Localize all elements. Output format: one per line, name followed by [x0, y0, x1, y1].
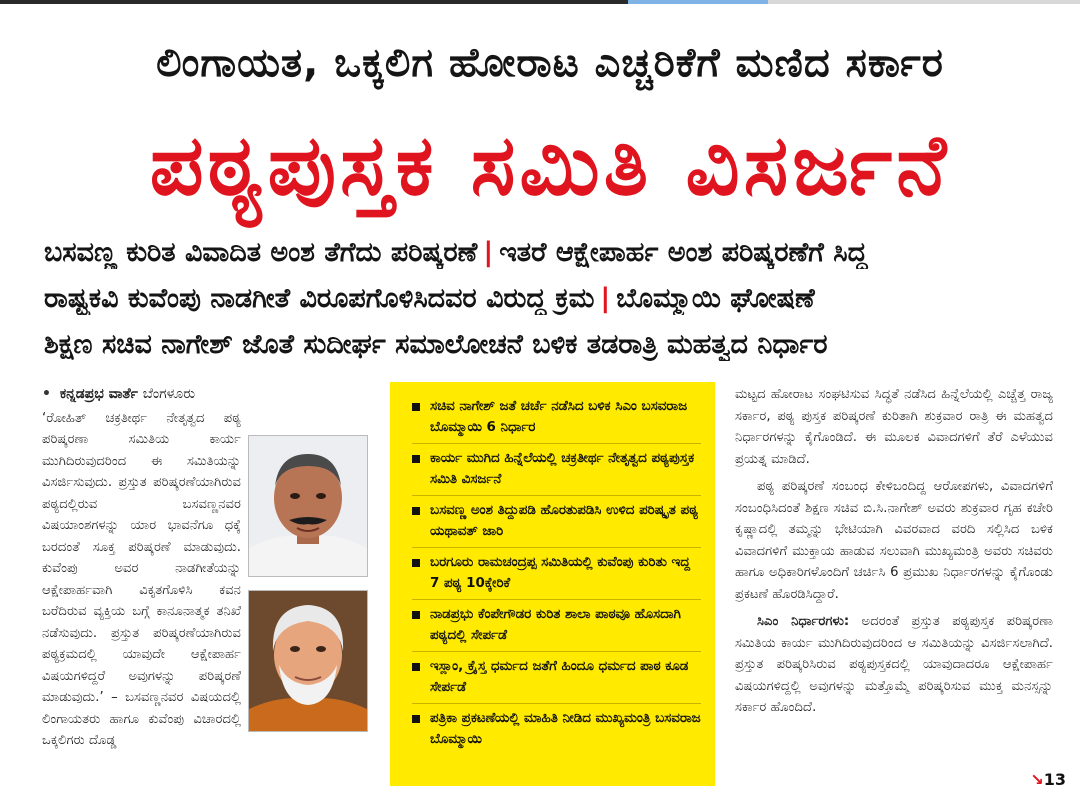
square-bullet-icon: [412, 611, 420, 619]
column-1-body: ‘ರೋಹಿತ್ ಚಕ್ರತೀರ್ಥ ನೇತೃತ್ವದ ಪಠ್ಯ ಪರಿಷ್ಕರಣಾ ಸಮಿತಿಯ ಕಾರ್ಯ ಮುಗಿದಿರುವುದರಿಂದ ಈ ಸಮಿತಿಯನ್ನು ವಿಸರ್ಜಿಸುವುದು. ಪ್ರಸ್ತುತ ಪರಿಷ್ಕರಣೆಯಾಗಿರುವ ಪಠ್ಯದಲ್ಲಿರುವ ಬಸವಣ್ಣನವರ ವಿಷಯಾಂಶಗಳನ್ನು ಯಾರ ಭಾವನೆಗೂ ಧಕ್ಕೆ ಬರದಂತೆ ಸೂಕ್ತ ಪರಿಷ್ಕರಣೆ ಮಾಡುವುದು. ಕುವೆಂಪು ಅವರ ನಾಡಗೀತೆಯನ್ನು ಆಕ್ಷೇಪಾರ್ಹವಾಗಿ ವಿಕೃತಗೊಳಿಸಿ ಕವನ ಬರೆದಿರುವ ವ್ಯಕ್ತಿಯ ಬಗ್ಗೆ ಕಾನೂನಾತ್ಮಕ ತನಿಖೆ ನಡೆಸುವುದು. ಪ್ರಸ್ತುತ ಪರಿಷ್ಕರಣೆಯಾಗಿರುವ ಪಠ್ಯಕ್ರಮದಲ್ಲಿ ಯಾವುದೇ ಆಕ್ಷೇಪಾರ್ಹ ವಿಷಯಗಳಿದ್ದರೆ ಅವುಗಳನ್ನು ಪರಿಷ್ಕರಣೆ ಮಾಡುವುದು.’ – ಬಸವಣ್ಣನವರ ವಿಷಯದಲ್ಲಿ ಲಿಂಗಾಯತರು ಹಾಗೂ ಕುವೆಂಪು ವಿಚಾರದಲ್ಲಿ ಒಕ್ಕಲಿಗರು ದೊಡ್ಡ: [42, 410, 241, 748]
column-3-paragraph-1: ಮಟ್ಟದ ಹೋರಾಟ ಸಂಘಟಿಸುವ ಸಿದ್ಧತೆ ನಡೆಸಿದ ಹಿನ್ನೆಲೆಯಲ್ಲಿ ಎಚ್ಚೆತ್ತ ರಾಜ್ಯ ಸರ್ಕಾರ, ಪಠ್ಯ ಪುಸ್ತಕ ಪರಿಷ್ಕರಣೆ ಕುರಿತಾಗಿ ಶುಕ್ರವಾರ ರಾತ್ರಿ ಈ ಮಹತ್ವದ ನಿರ್ಧಾರಗಳನ್ನು ಕೈಗೊಂಡಿದೆ. ಈ ಮೂಲಕ ವಿವಾದಗಳಿಗೆ ತೆರೆ ಎಳೆಯುವ ಪ್ರಯತ್ನ ಮಾಡಿದೆ.: [735, 387, 1053, 467]
fact-item: [412, 392, 701, 444]
article-column-3: [735, 384, 1053, 719]
top-accent-grey: [768, 0, 1080, 4]
square-bullet-icon: [412, 559, 420, 567]
byline-bullet: •: [42, 386, 51, 402]
fact-text: ಸಚಿವ ನಾಗೇಶ್ ಜತೆ ಚರ್ಚೆ ನಡೆಸಿದ ಬಳಿಕ ಸಿಎಂ ಬಸವರಾಜ ಬೊಮ್ಮಾಯಿ 6 ನಿರ್ಧಾರ: [430, 399, 688, 435]
subheadline-2-part-a: ರಾಷ್ಟ್ರಕವಿ ಕುವೆಂಪು ನಾಡಗೀತೆ ವಿರೂಪಗೊಳಿಸಿದವರ ವಿರುದ್ಧ ಕ್ರಮ: [44, 283, 595, 314]
fact-text: ಕಾರ್ಯ ಮುಗಿದ ಹಿನ್ನೆಲೆಯಲ್ಲಿ ಚಕ್ರತೀರ್ಥ ನೇತೃತ್ವದ ಪಠ್ಯಪುಸ್ತಕ ಸಮಿತಿ ವಿಸರ್ಜನೆ: [430, 451, 695, 487]
fact-text: ಇಸ್ಲಾಂ, ಕ್ರೈಸ್ತ ಧರ್ಮದ ಜತೆಗೆ ಹಿಂದೂ ಧರ್ಮದ ಪಾಠ ಕೂಡ ಸೇರ್ಪಡೆ: [430, 659, 689, 695]
arrow-down-right-icon: ↘: [1030, 770, 1044, 789]
cm-portrait-photo: [248, 435, 368, 577]
subheadline-3: [44, 329, 1064, 361]
column-3-paragraph-2: ಪಠ್ಯ ಪರಿಷ್ಕರಣೆ ಸಂಬಂಧ ಕೇಳಿಬಂದಿದ್ದ ಆರೋಪಗಳು, ವಿವಾದಗಳಿಗೆ ಸಂಬಂಧಿಸಿದಂತೆ ಶಿಕ್ಷಣ ಸಚಿವ ಬಿ.ಸಿ.ನಾಗೇಶ್ ಅವರು ಶುಕ್ರವಾರ ಗೃಹ ಕಚೇರಿ ಕೃಷ್ಣಾದಲ್ಲಿ ತಮ್ಮನ್ನು ಭೇಟಿಯಾಗಿ ವಿವರವಾದ ವರದಿ ಸಲ್ಲಿಸಿದ ಬಳಿಕ ವಿವಾದಗಳಿಗೆ ಮುಕ್ತಾಯ ಹಾಡುವ ಸಲುವಾಗಿ ಮುಖ್ಯಮಂತ್ರಿ ಅವರು ಸಚಿವರು ಹಾಗೂ ಅಧಿಕಾರಿಗಳೊಂದಿಗೆ ಚರ್ಚಿಸಿ 6 ಪ್ರಮುಖ ನಿರ್ಧಾರಗಳನ್ನು ಕೈಗೊಂಡು ಪ್ರಕಟಣೆ ಹೊರಡಿಸಿದ್ದಾರೆ.: [735, 479, 1053, 602]
square-bullet-icon: [412, 403, 420, 411]
subheadline-separator: |: [483, 237, 494, 268]
fact-item: [412, 444, 701, 496]
fact-text: ನಾಡಪ್ರಭು ಕೆಂಪೇಗೌಡರ ಕುರಿತ ಶಾಲಾ ಪಾಠವೂ ಹೊಸದಾಗಿ ಪಠ್ಯದಲ್ಲಿ ಸೇರ್ಪಡೆ: [430, 607, 681, 643]
fact-item: [412, 548, 701, 600]
fact-text: ಬರಗೂರು ರಾಮಚಂದ್ರಪ್ಪ ಸಮಿತಿಯಲ್ಲಿ ಕುವೆಂಪು ಕುರಿತು ಇದ್ದ 7 ಪಠ್ಯ 10ಕ್ಕೇರಿಕೆ: [430, 555, 691, 591]
square-bullet-icon: [412, 507, 420, 515]
column-3-paragraph-3: [735, 611, 1053, 719]
fact-item: [412, 704, 701, 755]
fact-item: [412, 496, 701, 548]
subheadline-2: [44, 283, 1064, 315]
minister-portrait-photo: [248, 590, 368, 732]
square-bullet-icon: [412, 663, 420, 671]
fact-item: [412, 600, 701, 652]
continued-page-number: 13: [1043, 770, 1066, 789]
square-bullet-icon: [412, 715, 420, 723]
byline-source: ಕನ್ನಡಪ್ರಭ ವಾರ್ತೆ: [59, 386, 138, 402]
subheadline-2-part-b: ಬೊಮ್ಮಾಯಿ ಘೋಷಣೆ: [616, 283, 815, 314]
kicker-headline: ಲಿಂಗಾಯತ, ಒಕ್ಕಲಿಗ ಹೋರಾಟ ಎಚ್ಚರಿಕೆಗೆ ಮಣಿದ ಸರ್ಕಾರ: [156, 40, 944, 86]
subheadline-separator: |: [600, 283, 611, 314]
decisions-fact-box: [390, 382, 715, 786]
top-accent-blue: [628, 0, 768, 4]
byline-city: ಬೆಂಗಳೂರು: [142, 386, 196, 402]
fact-item: [412, 652, 701, 704]
square-bullet-icon: [412, 455, 420, 463]
continued-on-page: [1030, 770, 1066, 789]
byline: [42, 384, 377, 406]
column-3-paragraph-3-body: ಅದರಂತೆ ಪ್ರಸ್ತುತ ಪಠ್ಯಪುಸ್ತಕ ಪರಿಷ್ಕರಣಾ ಸಮಿತಿಯ ಕಾರ್ಯ ಮುಗಿದಿರುವುದರಿಂದ ಆ ಸಮಿತಿಯನ್ನು ವಿಸರ್ಜಿಸಲಾಗಿದೆ. ಪ್ರಸ್ತುತ ಪರಿಷ್ಕರಿಸಿರುವ ಪಠ್ಯಪುಸ್ತಕದಲ್ಲಿ ಯಾವುದಾದರೂ ಆಕ್ಷೇಪಾರ್ಹ ವಿಷಯಗಳಿದ್ದಲ್ಲಿ ಅವುಗಳನ್ನು ಮತ್ತೊಮ್ಮೆ ಪರಿಷ್ಕರಿಸುವ ಮುಕ್ತ ಮನಸ್ಸನ್ನು ಸರ್ಕಾರ ಹೊಂದಿದೆ.: [735, 614, 1053, 715]
fact-text: ಪತ್ರಿಕಾ ಪ್ರಕಟಣೆಯಲ್ಲಿ ಮಾಹಿತಿ ನೀಡಿದ ಮುಖ್ಯಮಂತ್ರಿ ಬಸವರಾಜ ಬೊಮ್ಮಾಯಿ: [430, 711, 701, 747]
subheadline-1: [44, 237, 1064, 269]
fact-text: ಬಸವಣ್ಣ ಅಂಶ ತಿದ್ದುಪಡಿ ಹೊರತುಪಡಿಸಿ ಉಳಿದ ಪರಿಷ್ಕೃತ ಪಠ್ಯ ಯಥಾವತ್ ಜಾರಿ: [430, 503, 699, 539]
subheadline-1-part-a: ಬಸವಣ್ಣ ಕುರಿತ ವಿವಾದಿತ ಅಂಶ ತೆಗೆದು ಪರಿಷ್ಕರಣೆ: [44, 237, 478, 268]
subheadline-3-part-a: ಶಿಕ್ಷಣ ಸಚಿವ ನಾಗೇಶ್ ಜೊತೆ ಸುದೀರ್ಘ ಸಮಾಲೋಚನೆ ಬಳಿಕ ತಡರಾತ್ರಿ ಮಹತ್ವದ ನಿರ್ಧಾರ: [44, 329, 828, 360]
main-headline: ಪಠ್ಯಪುಸ್ತಕ ಸಮಿತಿ ವಿಸರ್ಜನೆ: [149, 116, 951, 214]
subheadline-1-part-b: ಇತರೆ ಆಕ್ಷೇಪಾರ್ಹ ಅಂಶ ಪರಿಷ್ಕರಣೆಗೆ ಸಿದ್ಧ: [499, 237, 868, 268]
cm-decisions-subhead: ಸಿಎಂ ನಿರ್ಧಾರಗಳು:: [757, 614, 850, 629]
